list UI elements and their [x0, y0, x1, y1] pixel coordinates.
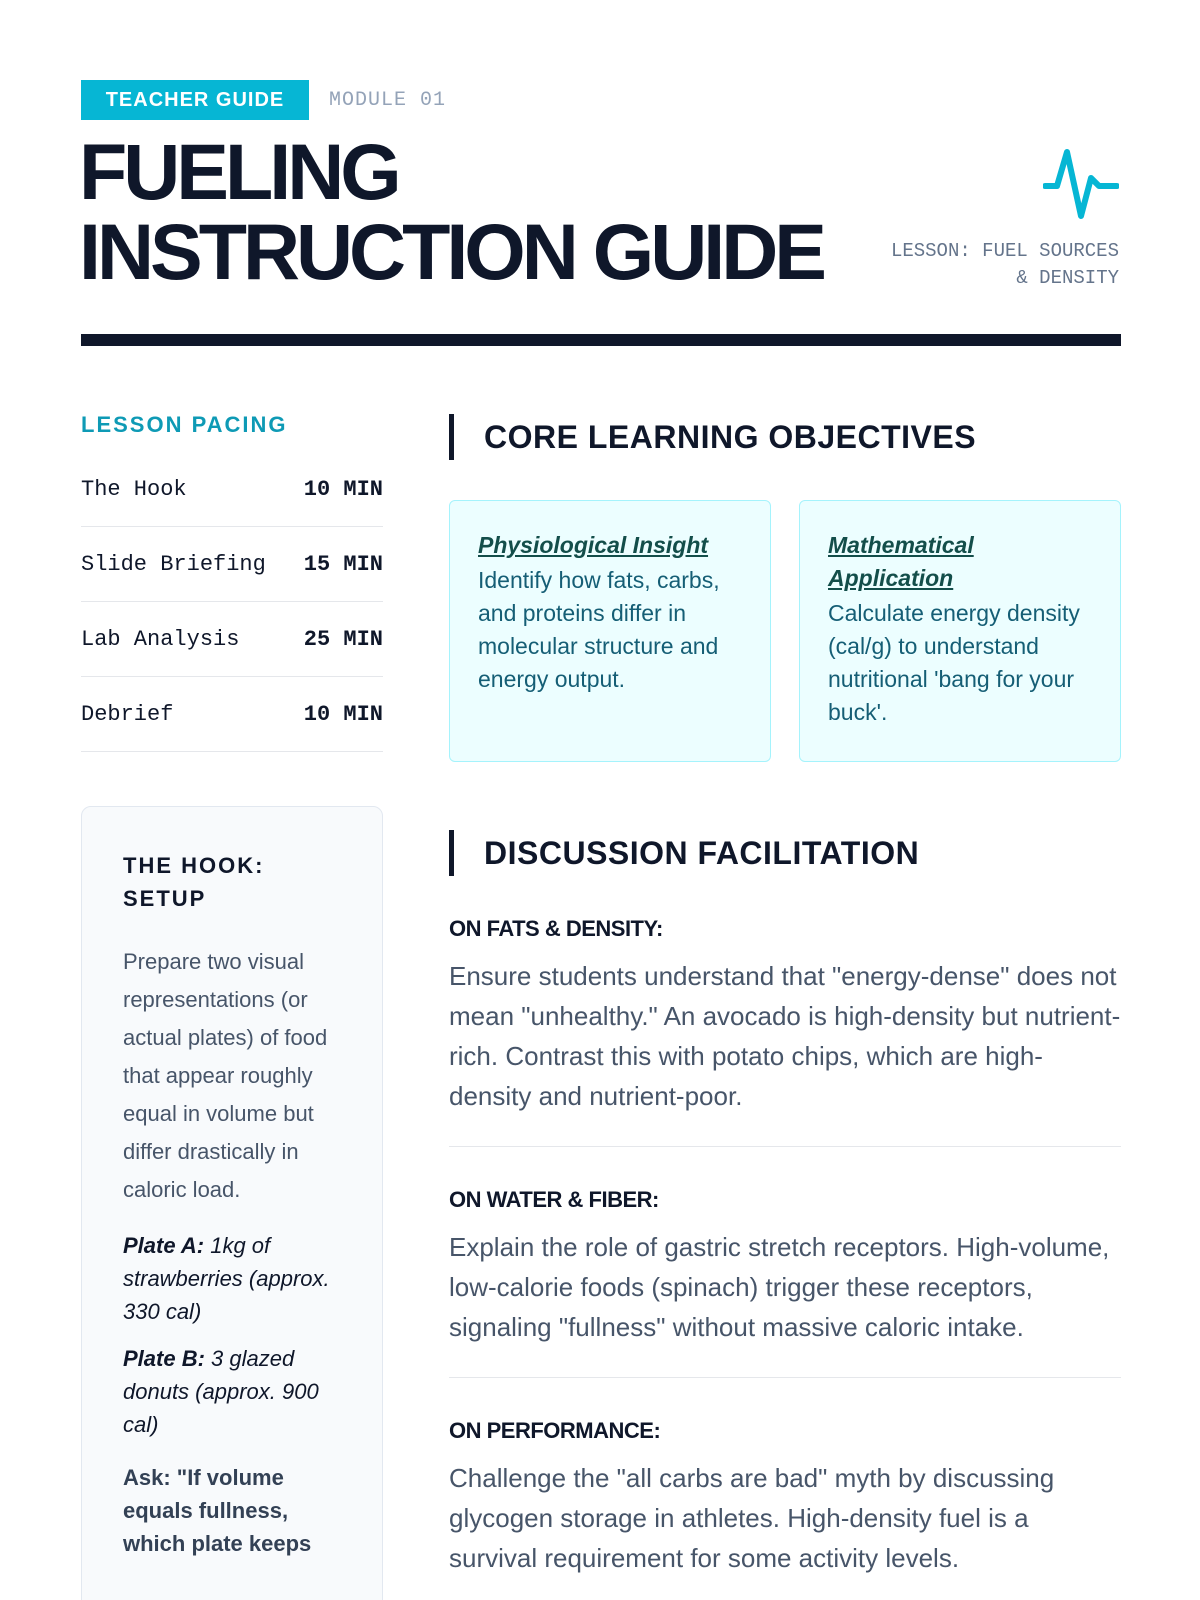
pacing-label: The Hook	[81, 476, 187, 502]
title-line-1: FUELING	[79, 127, 398, 216]
plate-a	[123, 1229, 342, 1328]
page-title	[79, 127, 823, 296]
pacing-label: Slide Briefing	[81, 551, 266, 577]
hook-title: THE HOOK: SETUP	[123, 853, 265, 911]
pacing-row	[81, 602, 383, 677]
hook-text: Prepare two visual representations (or actual plates) of food that appear roughly equal in volume but differ drastically in caloric load.	[123, 949, 328, 1202]
objective-title: Physiological Insight	[478, 532, 709, 558]
header-tags	[81, 80, 446, 120]
teacher-guide-badge: TEACHER GUIDE	[81, 80, 309, 120]
discussion-topic	[449, 1187, 1121, 1378]
left-column	[81, 412, 383, 1600]
topic-text: Ensure students understand that "energy-dense" does not mean "unhealthy." An avocado is high-density but nutrient-rich. Contrast this with potato chips, which are high-density and nutrient-poor.	[449, 961, 1121, 1111]
plate-a-text: 1kg of strawberries (approx. 330 cal)	[123, 1233, 330, 1324]
objective-card	[799, 500, 1121, 762]
page	[81, 0, 1121, 1600]
topic-text: Challenge the "all carbs are bad" myth by discussing glycogen storage in athletes. High-density fuel is a survival requirement for some activity levels.	[449, 1463, 1055, 1573]
topic-label: ON WATER & FIBER:	[449, 1187, 659, 1212]
pulse-icon	[1043, 148, 1119, 224]
pacing-label: Lab Analysis	[81, 626, 240, 652]
header-divider	[81, 334, 1121, 346]
lesson-label	[859, 238, 1119, 292]
plate-a-label: Plate A:	[123, 1233, 205, 1258]
objectives-cards	[449, 500, 1121, 762]
discussion-section	[449, 830, 1121, 1600]
objective-card	[449, 500, 771, 762]
objectives-heading: CORE LEARNING OBJECTIVES	[449, 414, 1121, 460]
topic-text: Explain the role of gastric stretch receptors. High-volume, low-calorie foods (spinach) trigger these receptors, signaling "fullness" without massive caloric intake.	[449, 1232, 1110, 1342]
module-label: MODULE 01	[329, 88, 447, 112]
pacing-duration: 15 MIN	[303, 551, 383, 577]
plate-b-label: Plate B:	[123, 1346, 205, 1371]
plate-b	[123, 1342, 342, 1441]
pacing-duration: 10 MIN	[303, 476, 383, 502]
pacing-row	[81, 677, 383, 752]
pacing-title: LESSON PACING	[81, 412, 288, 437]
discussion-topic	[449, 1418, 1121, 1600]
pacing-duration: 10 MIN	[303, 701, 383, 727]
lesson-line-2: & DENSITY	[1016, 267, 1119, 289]
right-column	[449, 414, 1121, 1600]
title-line-2: INSTRUCTION GUIDE	[79, 207, 823, 296]
topic-label: ON FATS & DENSITY:	[449, 916, 663, 941]
pacing-label: Debrief	[81, 701, 174, 727]
pacing-row	[81, 527, 383, 602]
lesson-line-1: LESSON: FUEL SOURCES	[890, 240, 1119, 262]
pacing-row	[81, 452, 383, 527]
hook-ask: Ask: "If volume equals fullness, which plate keeps	[123, 1465, 312, 1556]
discussion-heading: DISCUSSION FACILITATION	[449, 830, 1121, 876]
discussion-topic	[449, 916, 1121, 1147]
objective-text: Calculate energy density (cal/g) to understand nutritional 'bang for your buck'.	[828, 600, 1080, 725]
objective-text: Identify how fats, carbs, and proteins differ in molecular structure and energy output.	[478, 567, 720, 692]
objective-title: Mathematical Application	[828, 532, 974, 591]
plate-b-text: 3 glazed donuts (approx. 900 cal)	[123, 1346, 319, 1437]
topic-label: ON PERFORMANCE:	[449, 1418, 661, 1443]
pacing-duration: 25 MIN	[303, 626, 383, 652]
hook-setup-box	[81, 806, 383, 1600]
